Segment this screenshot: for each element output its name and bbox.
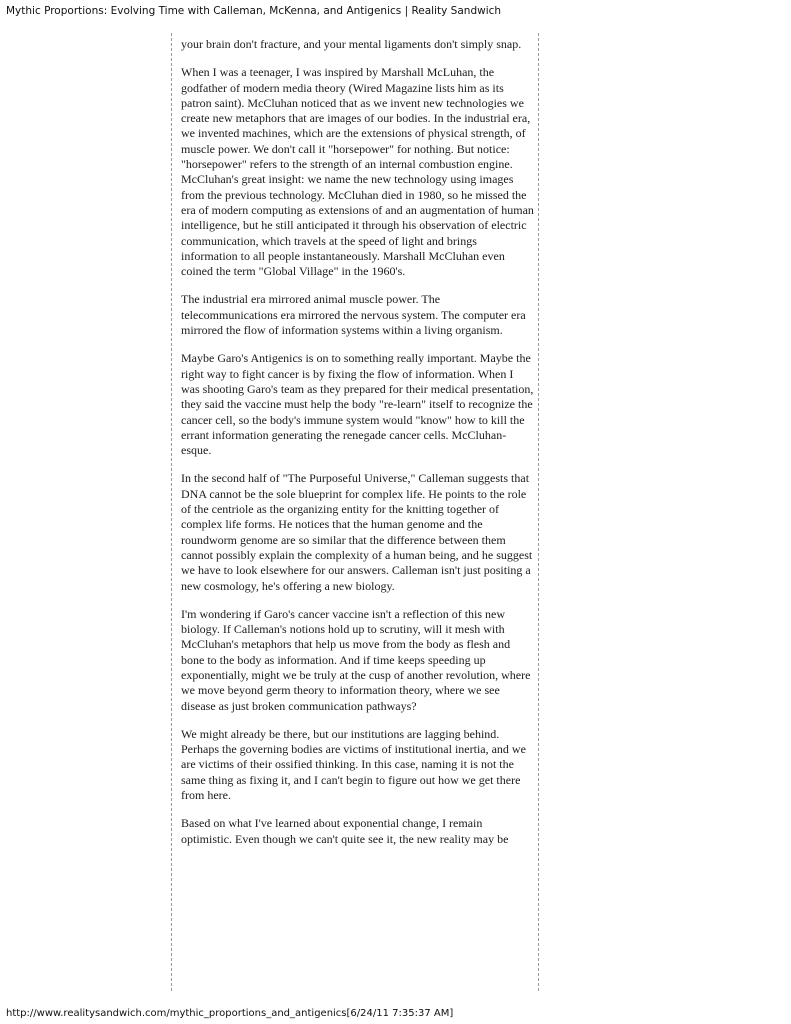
article-body bbox=[181, 37, 535, 860]
article-paragraph: your brain don't fracture, and your mental ligaments don't simply snap. bbox=[181, 37, 522, 51]
article-paragraph: In the second half of "The Purposeful Universe," Calleman suggests that DNA cannot be the sole blueprint for complex life. He points to the role of the centriole as the organizing entity for the knitting together of complex life forms. He notices that the human genome and the roundworm genome are so similar that the difference between them cannot possibly explain the complexity of a human being, and he suggest we have to look elsewhere for our answers. Calleman isn't just positing a new cosmology, he's offering a new biology. bbox=[181, 471, 533, 593]
article-column bbox=[171, 33, 539, 991]
article-paragraph: We might already be there, but our institutions are lagging behind. Perhaps the governing bodies are victims of institutional inertia, and we are victims of their ossified thinking. In this case, naming it is not the same thing as fixing it, and I can't begin to figure out how we get there from here. bbox=[181, 726, 526, 803]
page-title: Mythic Proportions: Evolving Time with Calleman, McKenna, and Antigenics | Reality Sandwich bbox=[6, 5, 502, 17]
article-paragraph: I'm wondering if Garo's cancer vaccine isn't a reflection of this new biology. If Calleman's notions hold up to scrutiny, will it mesh with McCluhan's metaphors that help us move from the body as flesh and bone to the body as information. And if time keeps speeding up exponentially, might we be truly at the cusp of another revolution, where we move beyond germ theory to information theory, where we see disease as just broken communication pathways? bbox=[181, 606, 531, 713]
article-paragraph: The industrial era mirrored animal muscle power. The telecommunications era mirrored the nervous system. The computer era mirrored the flow of information systems within a living organism. bbox=[181, 292, 526, 338]
article-paragraph: Based on what I've learned about exponential change, I remain optimistic. Even though we can't quite see it, the new reality may be bbox=[181, 816, 509, 846]
page-url-footer: http://www.realitysandwich.com/mythic_proportions_and_antigenics[6/24/11 7:35:37 AM] bbox=[6, 1008, 454, 1019]
article-paragraph: When I was a teenager, I was inspired by Marshall McLuhan, the godfather of modern media theory (Wired Magazine lists him as its patron saint). McCluhan noticed that as we invent new technologies we create new metaphors that are images of our bodies. In the industrial era, we invented machines, which are the extensions of physical strength, of muscle power. We don't call it "horsepower" for nothing. But notice: "horsepower" refers to the strength of an internal combustion engine. McCluhan's great insight: we name the new technology using images from the previous technology. McCluhan died in 1980, so he missed the era of modern computing as extensions of and an augmentation of human intelligence, but he still anticipated it through his observation of electric communication, which travels at the speed of light and brings information to all people instantaneously. Marshall McCluhan even coined the term "Global Village" in the 1960's. bbox=[181, 65, 534, 279]
article-paragraph: Maybe Garo's Antigenics is on to something really important. Maybe the right way to fight cancer is by fixing the flow of information. When I was shooting Garo's team as they prepared for their medical presentation, they said the vaccine must help the body "re-learn" itself to recognize the cancer cell, so the body's immune system would "know" how to kill the errant information generating the renegade cancer cells. McCluhan-esque. bbox=[181, 351, 534, 458]
